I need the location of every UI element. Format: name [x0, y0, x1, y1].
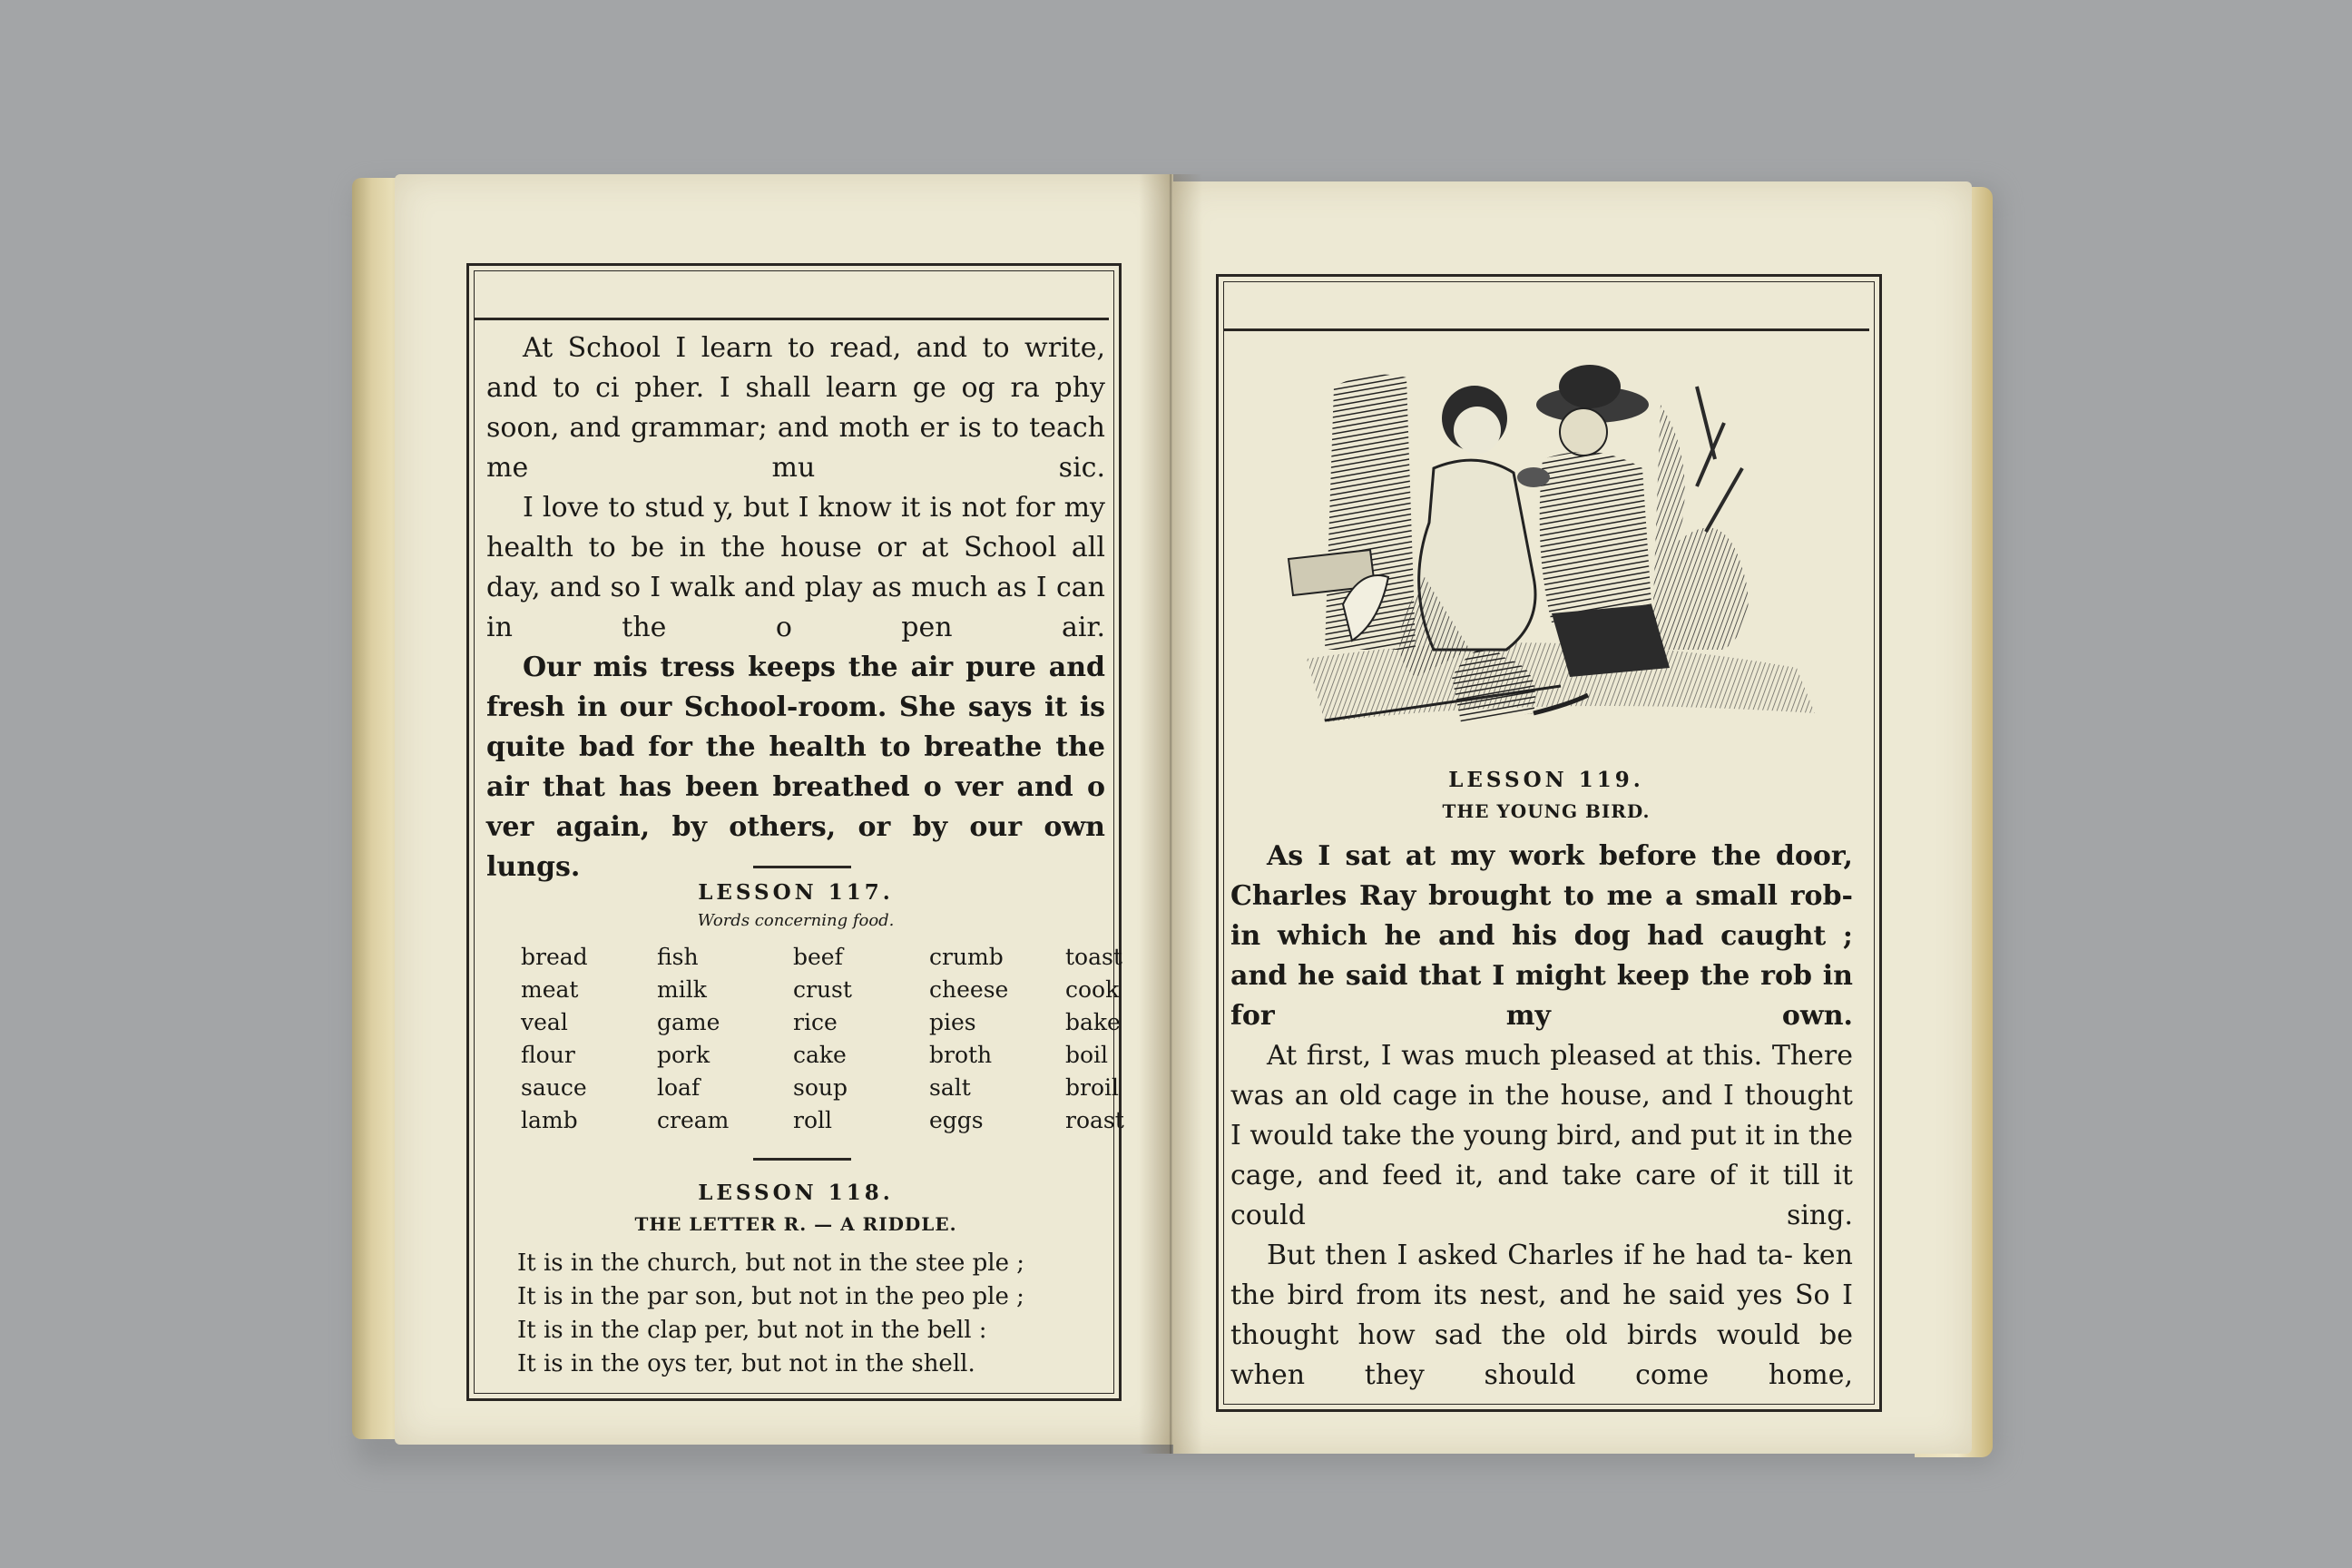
- plant-stems-shape: [1697, 387, 1742, 532]
- food-word: pies: [929, 1008, 976, 1035]
- food-words-table: [521, 940, 1201, 1136]
- food-word: veal: [521, 1008, 568, 1035]
- food-word: cake: [793, 1041, 847, 1068]
- food-word: cook: [1065, 975, 1120, 1003]
- food-word: sauce: [521, 1073, 587, 1101]
- riddle-line: It is in the clap per, but not in the bell :: [517, 1317, 987, 1344]
- food-word: bread: [521, 943, 588, 970]
- food-word: cheese: [929, 975, 1009, 1003]
- lesson-118-subtitle: THE LETTER R. — A RIDDLE.: [634, 1213, 957, 1235]
- left-top-rule: [474, 318, 1109, 320]
- food-words-row: [521, 940, 1201, 973]
- lesson-119-title: LESSON 119.: [1448, 768, 1644, 792]
- lesson-118-header: [486, 1176, 1105, 1238]
- left-paragraph-1: At School I learn to read, and to write, and to ci pher. I shall learn ge og ra phy soon, and grammar; and moth er is to teach me mu sic.: [486, 332, 1105, 484]
- food-word: fish: [657, 943, 699, 970]
- ground-shape: [1307, 642, 1815, 722]
- food-word: flour: [521, 1041, 575, 1068]
- food-word: soup: [793, 1073, 848, 1101]
- boy-face-shape: [1560, 408, 1607, 456]
- riddle-verse: [497, 1247, 1096, 1381]
- food-word: toast: [1065, 943, 1122, 970]
- right-paragraph-2: At first, I was much pleased at this. There was an old cage in the house, and I thought I would take the young bird, and put it in the cage, and feed it, and take care of it till it could sing.: [1230, 1040, 1853, 1231]
- food-word: eggs: [929, 1106, 984, 1133]
- lesson-119-header: [1230, 764, 1862, 826]
- food-word: roast: [1065, 1106, 1124, 1133]
- left-body-text: [486, 328, 1105, 887]
- food-word: milk: [657, 975, 707, 1003]
- lesson-118-title: LESSON 118.: [698, 1181, 894, 1205]
- young-bird-shape: [1517, 467, 1550, 487]
- food-word: lamb: [521, 1106, 578, 1133]
- right-top-rule: [1223, 328, 1869, 331]
- food-word: bake: [1065, 1008, 1121, 1035]
- riddle-line: It is in the par son, but not in the peo ple ;: [517, 1283, 1024, 1310]
- left-paragraph-3: Our mis tress keeps the air pure and fresh in our School-room. She says it is quite bad for the health to breathe the air that has been breathed o ver and o ver again, by others, or by our own lungs.: [486, 652, 1105, 883]
- riddle-line: It is in the church, but not in the stee ple ;: [517, 1250, 1024, 1277]
- boy-hat-crown-shape: [1559, 365, 1621, 408]
- food-word: loaf: [657, 1073, 701, 1101]
- food-word: crust: [793, 975, 852, 1003]
- boy-jacket-shape: [1540, 452, 1651, 622]
- right-paragraph-1: As I sat at my work before the door, Charles Ray brought to me a small rob- in which he and his dog had caught ; and he said that I might keep the rob in for my own.: [1230, 840, 1853, 1032]
- food-word: beef: [793, 943, 843, 970]
- food-word: broth: [929, 1041, 993, 1068]
- food-word: crumb: [929, 943, 1004, 970]
- food-word: broil: [1065, 1073, 1119, 1101]
- plant-foliage-shape: [1651, 405, 1749, 650]
- food-word: boil: [1065, 1041, 1109, 1068]
- food-words-row: [521, 1071, 1201, 1103]
- lesson-117-title: LESSON 117.: [698, 880, 894, 905]
- right-paragraph-3: But then I asked Charles if he had ta- ken the bird from its nest, and he said yes So I thought how sad the old birds would be when they should come home,: [1230, 1240, 1853, 1391]
- food-word: meat: [521, 975, 579, 1003]
- food-words-row: [521, 1038, 1201, 1071]
- boy-legs-shape: [1552, 604, 1670, 677]
- lesson-117-subtitle: Words concerning food.: [697, 911, 895, 930]
- riddle-line: It is in the oys ter, but not in the shell.: [517, 1350, 975, 1377]
- food-word: pork: [657, 1041, 710, 1068]
- lesson-117-header: [486, 877, 1105, 933]
- divider-rule-1: [753, 866, 851, 868]
- divider-rule-2: [753, 1158, 851, 1161]
- left-paragraph-2: I love to stud y, but I know it is not for my health to be in the house or at School all day, and so I walk and play as much as I can in the o pen air.: [486, 492, 1105, 643]
- woodcut-illustration: [1270, 350, 1833, 764]
- food-word: salt: [929, 1073, 971, 1101]
- lesson-119-subtitle: THE YOUNG BIRD.: [1442, 800, 1651, 822]
- food-words-row: [521, 1103, 1201, 1136]
- food-word: cream: [657, 1106, 730, 1133]
- food-words-row: [521, 1005, 1201, 1038]
- girl-face-shape: [1454, 407, 1501, 454]
- right-body-text: [1230, 837, 1853, 1396]
- food-word: rice: [793, 1008, 838, 1035]
- food-words-row: [521, 973, 1201, 1005]
- food-word: roll: [793, 1106, 832, 1133]
- food-word: game: [657, 1008, 720, 1035]
- book-gutter: [1139, 174, 1202, 1454]
